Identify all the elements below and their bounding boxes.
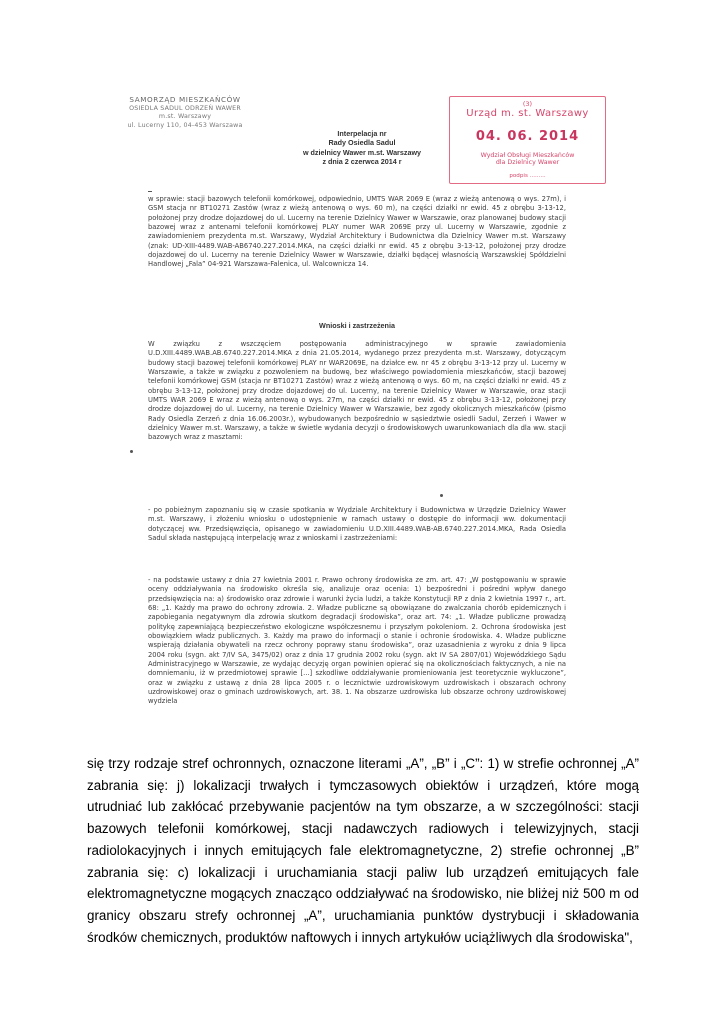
sender-line: SAMORZĄD MIESZKAŃCÓW <box>129 95 241 104</box>
margin-dot <box>440 494 443 497</box>
title-line: w dzielnicy Wawer m.st. Warszawy <box>302 147 422 157</box>
sender-block <box>110 96 260 130</box>
stamp-department <box>450 152 605 167</box>
body-paragraph: - po pobieżnym zapoznaniu się w czasie spotkania w Wydziale Architektury i Budownictwa w Urzędzie Dzielnicy Wawer m.st. Warszawy, i złożeniu wniosku o udostępnienie w ramach ustawy o dostępie do informacji ww. dokumentacji dotyczącej ww. Przedsięwzięcia, opisanego w zawiadomieniu U.D.XIII.4489.WAB-AB.6740.227.2014.MKA, Rada Osiedla Sadul składa następującą interpelację wraz z wnioskami i zastrzeżeniami: <box>148 506 566 543</box>
continuation-paragraph: się trzy rodzaje stref ochronnych, oznaczone literami „A”, „B” i „C”: 1) w strefie ochronnej „A” zabrania się: j) lokalizacji trwałych i tymczasowych obiektów i urządzeń, które mogą utrudniać lub zakłócać przebywanie pacjentów na tym obszarze, a w szczególności: stacji bazowych telefonii komórkowej, stacji nadawczych radiowych i telewizyjnych, stacji radiolokacyjnych i innych emitujących fale elektromagnetyczne, 2) strefie ochronnej „B” zabrania się: c) lokalizacji i uruchamiania stacji paliw lub urządzeń emitujących fale elektromagnetyczne mogących znacząco oddziaływać na środowisko, nie bliżej niż 500 m od granicy obszaru strefy ochronnej „A”, uruchamiania punktów dystrybucji i składowania środków chemicznych, produktów naftowych i innych artykułów uciążliwych dla środowiska", <box>87 756 639 945</box>
title-line: Rady Osiedla Sadul <box>328 138 396 148</box>
title-line: z dnia 2 czerwca 2014 r <box>322 157 402 167</box>
stamp-office-name: Urząd m. st. Warszawy <box>466 108 589 119</box>
stamp-number: (3) <box>522 100 533 108</box>
subject-paragraph: w sprawie: stacji bazowych telefonii komórkowej, odpowiednio, UMTS WAR 2069 E (wraz z wieżą antenową o wys. 27m), i GSM stacja nr BT10271 Zastów (wraz z wieżą antenową o wys. 60 m), na części działki nr ewid. 45 z obrębu 3-13-12, położonej przy drodze dojazdowej do ul. Lucerny na terenie Dzielnicy Wawer w Warszawie, oraz planowanej budowy stacji bazowej wraz z antenami telefonii komórkowej PLAY numer WAR 2069E przy ul. Lucerny w Warszawie, zgodnie z zawiadomieniem prezydenta m.st. Warszawy, Wydział Architektury i Budownictwa dla Dzielnicy Wawer m.st. Warszawy (znak: UD-XIII-4489.WAB-AB6740.227.2014.MKA, na części działki nr ewid. 45 z obrębu 3-13-12, położonej przy drodze dojazdowej do ul. Lucerny na terenie Dzielnicy Wawer w Warszawie, działki będącej własnością Warszawskiej Spółdzielni Handlowej „Fala” 04-921 Warszawa-Falenica, ul. Walcownicza 14. <box>148 195 566 269</box>
stamp-signature-line: podpis ......... <box>509 173 546 179</box>
sender-line: m.st. Warszawy <box>158 113 212 121</box>
receipt-stamp <box>449 96 606 184</box>
title-line: Interpelacja nr <box>337 129 387 138</box>
margin-dot <box>130 450 133 453</box>
body-paragraph: W związku z wszczęciem postępowania administracyjnego w sprawie zawiadomienia U.D.XIII.4489.WAB.AB.6740.227.2014.MKA z dnia 21.05.2014, wydanego przez prezydenta m.st. Warszawy, dotyczącym budowy stacji bazowej telefonii komórkowej PLAY nr WAR2069E, na działce ew. nr 45 z obrębu 3-13-12 przy ul. Lucerny w Warszawie, a także w związku z pozwoleniem na budowę, bez właściwego powiadomienia mieszkańców, stacji bazowej telefonii komórkowej GSM (stacja nr BT10271 Zastów) wraz z wieżą antenową o wys. 60 m, na części działki nr ewid. 45 z obrębu 3-13-12, położonej przy drodze dojazdowej do ul. Lucerny, na terenie Dzielnicy Wawer w Warszawie, oraz stacji UMTS WAR 2069 E wraz z wieżą antenową o wys. 27m, na części działki nr ewid. 45 z obrębu 3-13-12, położonej przy drodze dojazdowej do ul. Lucerny, na terenie Dzielnicy Wawer w Warszawie, bez zgody okolicznych mieszkańców (pismo Rady Osiedla Zerzeń z dnia 16.06.2003r.), wybudowanych bezpośrednio w sąsiedztwie osiedli Sadul, Zerzeń i Wawer w dzielnicy Wawer m.st. Warszawy, a także w świetle wydania decyzji o środowiskowych uwarunkowaniach dla dla ww. stacji bazowych wraz z masztami: <box>148 340 566 442</box>
stamp-date: 04. 06. 2014 <box>475 129 580 144</box>
stamp-department-line: Wydział Obsługi Mieszkańców <box>480 152 575 159</box>
sender-line: ul. Lucerny 110, 04-453 Warszawa <box>127 121 243 129</box>
stamp-department-line: dla Dzielnicy Wawer <box>495 159 560 167</box>
sender-line: OSIEDLA SADUL ODRZEŃ WAWER <box>129 104 241 112</box>
margin-mark <box>148 191 152 192</box>
document-title <box>262 129 462 167</box>
body-paragraph: - na podstawie ustawy z dnia 27 kwietnia 2001 r. Prawo ochrony środowiska ze zm. art. 47: „W postępowaniu w sprawie oceny oddziaływania na środowisko określa się, analizuje oraz ocenia: 1) bezpośredni i pośredni wpływ danego przedsięwzięcia na: a) środowisko oraz zdrowie i warunki życia ludzi, a także Konstytucji RP z dnia 2 kwietnia 1997 r., art. 68: „1. Każdy ma prawo do ochrony zdrowia. 2. Władze publiczne są obowiązane do zwalczania chorób epidemicznych i zapobiegania negatywnym dla zdrowia skutkom degradacji środowiska”, oraz art. 74: „1. Władze publiczne prowadzą politykę zapewniającą bezpieczeństwo ekologiczne współczesnemu i przyszłym pokoleniom. 2. Ochrona środowiska jest obowiązkiem władz publicznych. 3. Każdy ma prawo do informacji o stanie i ochronie środowiska. 4. Władze publiczne wspierają działania obywateli na rzecz ochrony poprawy stanu środowiska”, oraz uzasadnienia z wyroku z dnia 9 lipca 2004 roku (sygn. akt 7/IV SA, 3475/02) oraz z dnia 17 grudnia 2002 roku (sygn. akt IV SA 2807/01) Wojewódzkiego Sądu Administracyjnego w Warszawie, ze wydając decyzję organ powinien opierać się na okolicznościach faktycznych, a nie na domniemaniu, iż w przedmiotowej sprawie [...] szkodliwe oddziaływanie promieniowania jest teoretycznie wykluczone”, oraz w związku z ustawą z dnia 28 lipca 2005 r. o lecznictwie uzdrowiskowym uzdrowiskach i obszarach ochrony uzdrowiskowej oraz o gminach uzdrowiskowych, art. 38. 1. Na obszarze uzdrowiska lub obszarze ochrony uzdrowiskowej wydziela <box>148 576 566 706</box>
section-heading: Wnioski i zastrzeżenia <box>319 321 395 330</box>
